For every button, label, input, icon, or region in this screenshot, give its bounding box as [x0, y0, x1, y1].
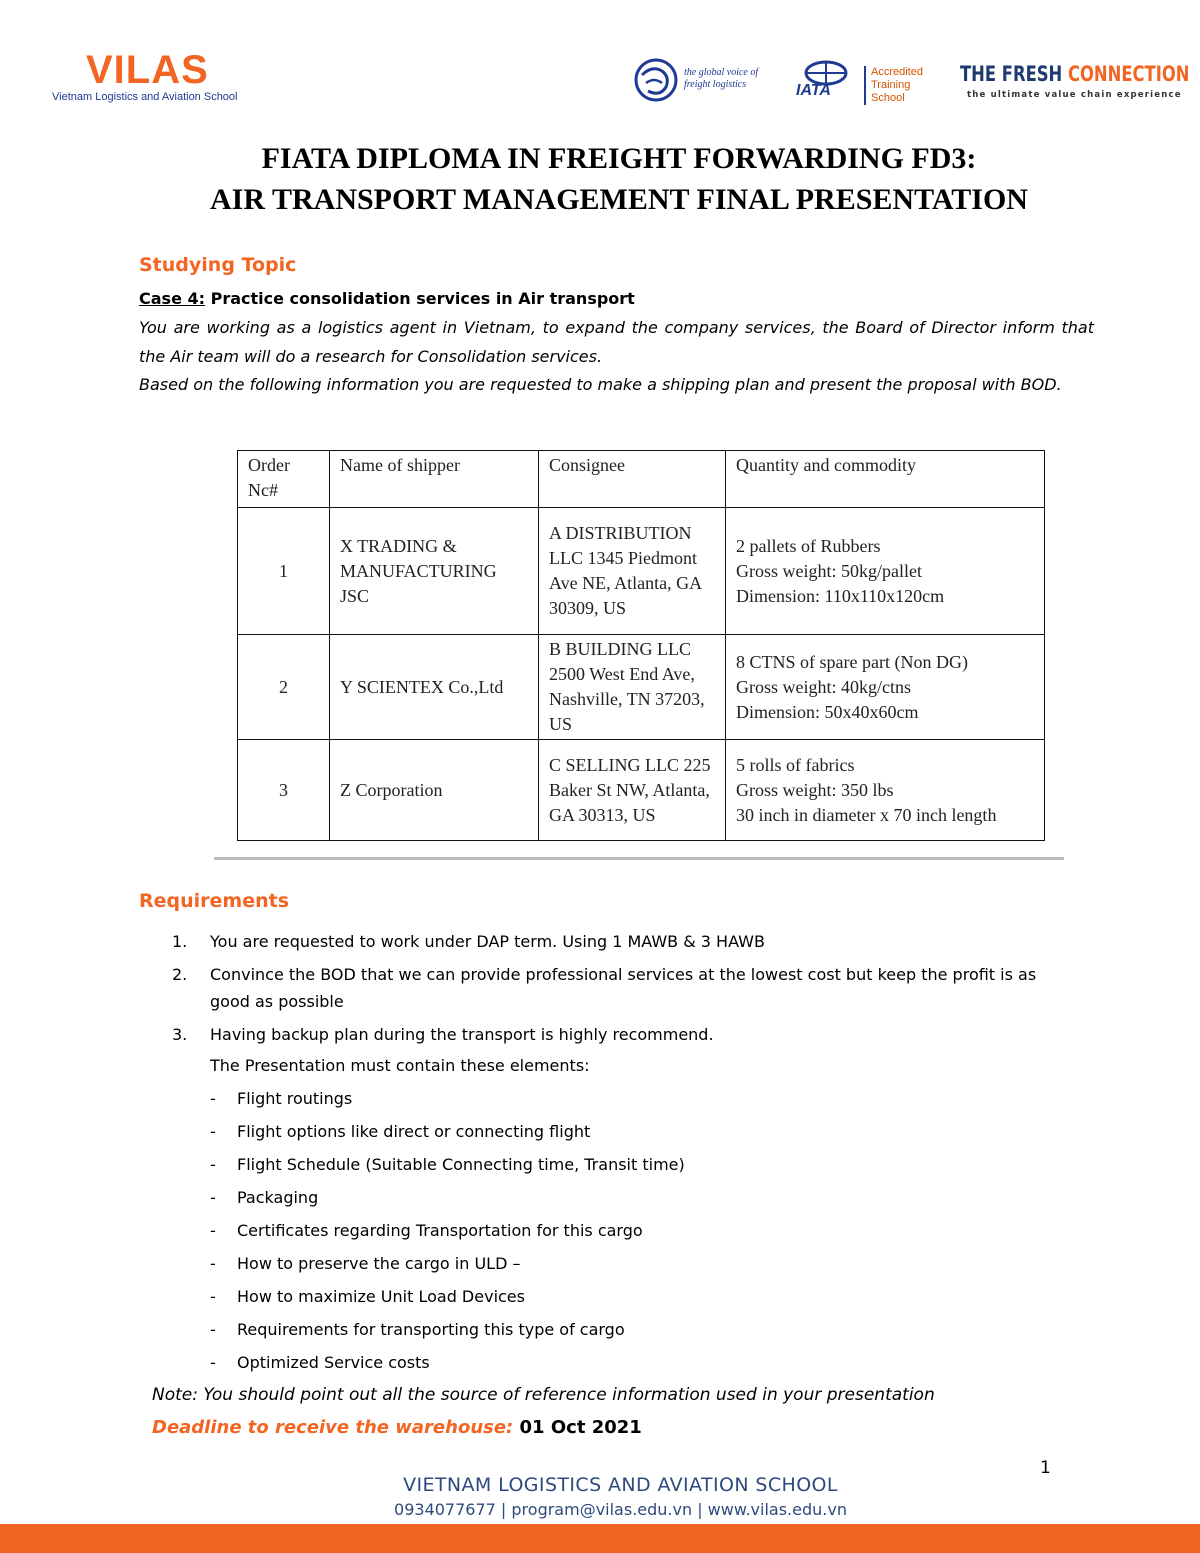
- table-header-row: [238, 451, 1045, 508]
- list-item: [210, 1184, 685, 1217]
- fresh-connection-tagline: the ultimate value chain experience: [967, 90, 1182, 100]
- topic-paragraph-2: Based on the following information you are requested to make a shipping plan and present the proposal with BOD.: [139, 375, 1062, 394]
- fresh-connection-word-1: THE FRESH: [960, 62, 1068, 86]
- consignee: C SELLING LLC 225 Baker St NW, Atlanta, GA 30313, US: [539, 740, 726, 841]
- fresh-connection-logo: [960, 62, 1189, 86]
- shipper-name: X TRADING & MANUFACTURING JSC: [330, 508, 539, 635]
- case-heading: [139, 284, 635, 313]
- list-item: [172, 961, 1072, 1015]
- commodity-line: Gross weight: 50kg/pallet: [736, 560, 922, 581]
- orders-table: [237, 450, 1045, 841]
- requirements-heading: Requirements: [139, 890, 290, 912]
- commodity-line: 2 pallets of Rubbers: [736, 535, 881, 556]
- bullet-dash: -: [210, 1353, 216, 1372]
- order-number: 2: [238, 635, 330, 740]
- table-row: [238, 508, 1045, 635]
- requirement-text: Having backup plan during the transport is highly recommend.: [210, 1025, 714, 1044]
- requirements-list: [172, 928, 1072, 1054]
- iata-accredited-label: Accredited Training School: [864, 66, 933, 105]
- list-item: [210, 1283, 685, 1316]
- requirement-text: Convince the BOD that we can provide professional services at the lowest cost but keep the profit is as good as possible: [210, 965, 1037, 1011]
- list-item: [210, 1151, 685, 1184]
- commodity: [726, 740, 1045, 841]
- list-item: [210, 1085, 685, 1118]
- element-text: Optimized Service costs: [237, 1353, 430, 1372]
- list-number: 1.: [172, 932, 188, 951]
- order-number: 1: [238, 508, 330, 635]
- header-commodity: Quantity and commodity: [726, 451, 1045, 508]
- commodity: [726, 508, 1045, 635]
- list-number: 2.: [172, 965, 188, 984]
- bullet-dash: -: [210, 1221, 216, 1240]
- header-shipper: Name of shipper: [330, 451, 539, 508]
- studying-topic-heading: Studying Topic: [139, 254, 297, 276]
- shipper-name: Y SCIENTEX Co.,Ltd: [330, 635, 539, 740]
- element-text: Packaging: [237, 1188, 319, 1207]
- fiata-globe-icon: [632, 57, 680, 103]
- deadline-date: 01 Oct 2021: [513, 1417, 642, 1438]
- bullet-dash: -: [210, 1089, 216, 1108]
- commodity-line: Dimension: 110x110x120cm: [736, 585, 945, 606]
- footer-bar: [0, 1524, 1200, 1553]
- bullet-dash: -: [210, 1287, 216, 1306]
- list-item: [210, 1118, 685, 1151]
- bullet-dash: -: [210, 1188, 216, 1207]
- case-label: Case 4:: [139, 289, 206, 308]
- list-item: [172, 1021, 1072, 1048]
- list-item: [210, 1250, 685, 1283]
- element-text: Flight Schedule (Suitable Connecting time, Transit time): [237, 1155, 685, 1174]
- footer-contact: 0934077677 | program@vilas.edu.vn | www.vilas.edu.vn: [394, 1500, 847, 1519]
- order-number: 3: [238, 740, 330, 841]
- list-number: 3.: [172, 1025, 188, 1044]
- commodity-line: Gross weight: 40kg/ctns: [736, 676, 911, 697]
- commodity: [726, 635, 1045, 740]
- bullet-dash: -: [210, 1122, 216, 1141]
- elements-list: [210, 1085, 685, 1382]
- footer-school-name: VIETNAM LOGISTICS AND AVIATION SCHOOL: [403, 1474, 838, 1496]
- vilas-logo: VILAS: [86, 48, 209, 92]
- element-text: Certificates regarding Transportation for this cargo: [237, 1221, 643, 1240]
- commodity-line: 8 CTNS of spare part (Non DG): [736, 651, 968, 672]
- case-title: Practice consolidation services in Air transport: [205, 289, 635, 308]
- commodity-line: Dimension: 50x40x60cm: [736, 701, 919, 722]
- list-item: [210, 1217, 685, 1250]
- element-text: Flight routings: [237, 1089, 353, 1108]
- header-consignee: Consignee: [539, 451, 726, 508]
- table-row: [238, 740, 1045, 841]
- iata-wordmark: IATA: [796, 82, 831, 99]
- document-title-line-1: FIATA DIPLOMA IN FREIGHT FORWARDING FD3:: [261, 142, 977, 175]
- deadline: [152, 1414, 642, 1442]
- fresh-connection-word-2: CONNECTION: [1067, 62, 1190, 86]
- topic-paragraph-1: You are working as a logistics agent in Vietnam, to expand the company services, the Board of Director inform that the Air team will do a research for Consolidation services.: [139, 318, 1094, 366]
- list-item: [172, 928, 1072, 955]
- element-text: Requirements for transporting this type of cargo: [237, 1320, 625, 1339]
- vilas-tagline: Vietnam Logistics and Aviation School: [52, 91, 238, 103]
- bullet-dash: -: [210, 1254, 216, 1273]
- bullet-dash: -: [210, 1320, 216, 1339]
- page-number: 1: [1040, 1458, 1051, 1478]
- deadline-label: Deadline to receive the warehouse:: [152, 1417, 514, 1438]
- iata-logo: [788, 56, 938, 102]
- elements-intro: The Presentation must contain these elements:: [210, 1056, 590, 1075]
- element-text: How to preserve the cargo in ULD –: [237, 1254, 521, 1273]
- shipper-name: Z Corporation: [330, 740, 539, 841]
- header-order: Order Nc#: [238, 451, 330, 508]
- fiata-tagline: the global voice of freight logistics: [684, 67, 759, 90]
- consignee: B BUILDING LLC 2500 West End Ave, Nashville, TN 37203, US: [539, 635, 726, 740]
- requirement-text: You are requested to work under DAP term. Using 1 MAWB & 3 HAWB: [210, 932, 765, 951]
- commodity-line: 30 inch in diameter x 70 inch length: [736, 804, 997, 825]
- section-divider: [214, 857, 1064, 860]
- element-text: Flight options like direct or connecting flight: [237, 1122, 591, 1141]
- list-item: [210, 1349, 685, 1382]
- table-row: [238, 635, 1045, 740]
- commodity-line: 5 rolls of fabrics: [736, 754, 855, 775]
- consignee: A DISTRIBUTION LLC 1345 Piedmont Ave NE, Atlanta, GA 30309, US: [539, 508, 726, 635]
- element-text: How to maximize Unit Load Devices: [237, 1287, 525, 1306]
- commodity-line: Gross weight: 350 lbs: [736, 779, 894, 800]
- note-text: Note: You should point out all the source of reference information used in your presentation: [152, 1385, 935, 1405]
- document-title-line-2: AIR TRANSPORT MANAGEMENT FINAL PRESENTATION: [210, 183, 1028, 216]
- list-item: [210, 1316, 685, 1349]
- bullet-dash: -: [210, 1155, 216, 1174]
- fiata-logo: [632, 57, 772, 103]
